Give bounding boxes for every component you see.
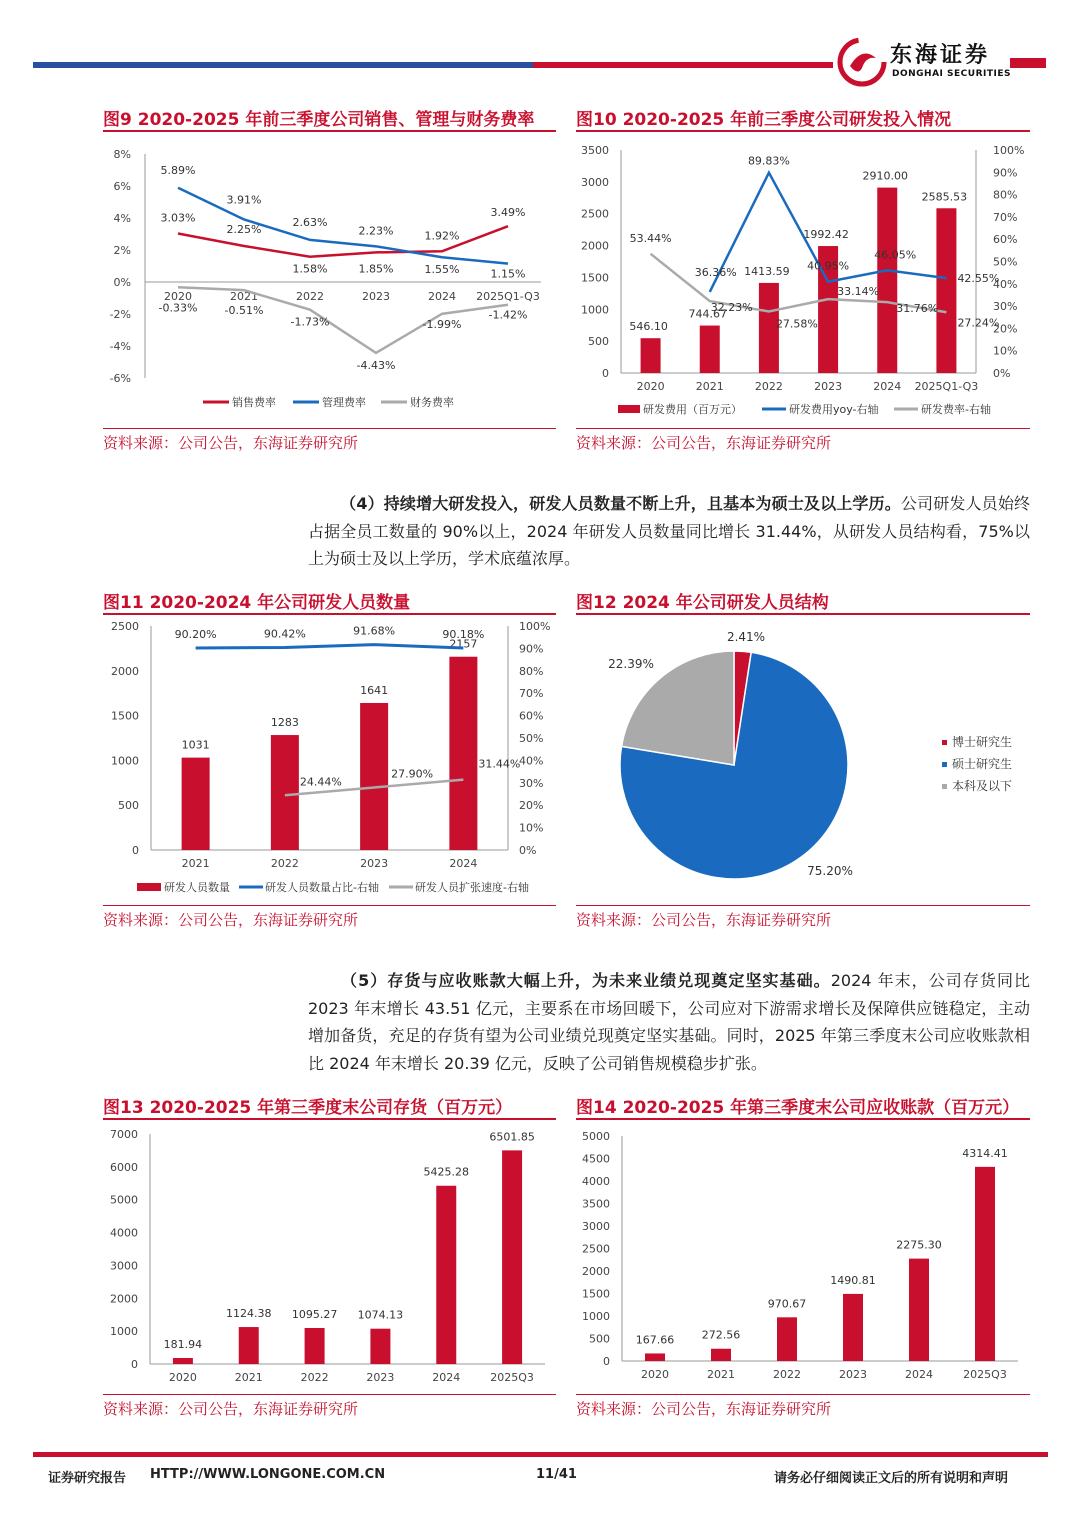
- fig10-yoy-label: 46.05%: [874, 248, 917, 262]
- fig14-chart: [576, 1124, 1030, 1390]
- fig9-data-label: -0.33%: [158, 301, 198, 315]
- fig13-x-tick: 2021: [234, 1371, 263, 1384]
- fig14-bar-label: 272.56: [701, 1328, 741, 1342]
- fig11-y-tick: 500: [118, 799, 139, 813]
- fig10-y2-tick: 0%: [993, 367, 1011, 380]
- fig10-y2-tick: 60%: [993, 233, 1018, 247]
- fig10-bar-label: 2910.00: [862, 169, 908, 183]
- fig12-legend-label: 博士研究生: [952, 735, 1013, 749]
- fig13-bar: [305, 1328, 325, 1364]
- fig13-x-tick: 2022: [300, 1371, 329, 1384]
- fig11-legend-label: 研发人员数量占比-右轴: [265, 881, 379, 894]
- fig9-data-label: 5.89%: [160, 163, 196, 177]
- fig10-bar-label: 1413.59: [744, 264, 790, 278]
- fig14-y-tick: 2000: [582, 1265, 610, 1278]
- fig11-growth-label: 24.44%: [299, 775, 342, 789]
- fig10-y-tick: 3500: [581, 144, 609, 157]
- fig14-x-tick: 2022: [773, 1368, 801, 1381]
- fig14-bar: [909, 1259, 929, 1361]
- fig10-y-tick: 1500: [581, 271, 609, 285]
- fig9-y-tick: 8%: [113, 148, 131, 161]
- fig11-bar: [360, 703, 388, 850]
- fig13-chart: [103, 1124, 556, 1390]
- fig10-rate-label: 27.58%: [775, 317, 818, 331]
- fig14-x-tick: 2025Q3: [963, 1368, 1007, 1381]
- fig10-y2-tick: 20%: [993, 322, 1018, 336]
- fig14-bar: [777, 1317, 797, 1361]
- fig13-bar: [239, 1327, 259, 1364]
- fig11-bar-label: 1641: [360, 683, 389, 697]
- fig10-bar-label: 1992.42: [803, 228, 849, 242]
- fig10-yoy-label: 42.55%: [957, 272, 1000, 286]
- fig9-x-tick: 2022: [296, 290, 324, 303]
- fig14-y-tick: 500: [589, 1332, 610, 1346]
- footer-page-number: 11/41: [536, 1467, 577, 1482]
- fig10-legend-label: 研发费率-右轴: [921, 403, 991, 416]
- fig9-data-label: -1.99%: [422, 317, 462, 331]
- paragraph-5-heading: （5）存货与应收账款大幅上升，为未来业绩兑现奠定坚实基础。: [340, 971, 831, 990]
- fig11-bar: [182, 758, 210, 850]
- fig10-legend-swatch: [618, 405, 640, 413]
- fig13-bar-label: 6501.85: [489, 1130, 535, 1144]
- fig11-x-tick: 2024: [449, 857, 478, 870]
- fig10-x-tick: 2025Q1-Q3: [914, 380, 979, 393]
- fig11-title: 图11 2020-2024 年公司研发人员数量: [103, 593, 411, 613]
- fig14-source: 资料来源：公司公告，东海证券研究所: [576, 1400, 832, 1418]
- fig13-y-tick: 5000: [110, 1193, 138, 1207]
- fig10-y2-tick: 90%: [993, 166, 1018, 180]
- fig11-source-rule: [103, 905, 556, 906]
- fig11-title-rule: [103, 613, 556, 615]
- fig10-x-tick: 2022: [754, 380, 783, 393]
- fig14-y-tick: 3000: [582, 1220, 610, 1233]
- fig9-data-label: 1.85%: [358, 262, 394, 276]
- fig11-bar-label: 1283: [270, 716, 299, 730]
- fig10-rate-label: 27.24%: [957, 316, 1000, 330]
- fig11-y2-tick: 100%: [519, 620, 551, 633]
- fig9-x-tick: 2025Q1-Q3: [476, 290, 540, 303]
- fig9-legend-label: 销售费率: [232, 396, 276, 409]
- fig9-source-rule: [103, 428, 556, 429]
- fig10-y2-tick: 10%: [993, 344, 1018, 358]
- fig10-y-tick: 3000: [581, 175, 609, 189]
- paragraph-5: [308, 967, 1030, 1077]
- fig10-y2-tick: 100%: [993, 144, 1025, 157]
- fig14-x-tick: 2020: [641, 1368, 669, 1381]
- fig9-data-label: 1.55%: [424, 263, 460, 277]
- fig13-title-rule: [103, 1118, 556, 1120]
- header-bar-red: [533, 62, 833, 68]
- footer-bar: [33, 1452, 1048, 1457]
- fig13-y-tick: 0: [131, 1358, 138, 1371]
- fig10-legend-label: 研发费用（百万元）: [643, 403, 742, 416]
- fig13-x-tick: 2025Q3: [490, 1371, 534, 1384]
- fig14-y-tick: 4000: [582, 1175, 610, 1188]
- fig11-y2-tick: 70%: [519, 687, 544, 701]
- fig11-y2-tick: 40%: [519, 754, 544, 768]
- fig13-bar-label: 1124.38: [226, 1307, 272, 1321]
- fig14-x-tick: 2024: [905, 1368, 933, 1381]
- fig14-bar: [711, 1349, 731, 1361]
- fig14-y-tick: 2500: [582, 1242, 610, 1256]
- fig13-bar-label: 1074.13: [357, 1308, 404, 1322]
- fig9-y-tick: -6%: [109, 372, 131, 385]
- fig9-legend-label: 财务费率: [410, 396, 454, 409]
- fig13-bar-label: 1095.27: [291, 1308, 338, 1322]
- fig10-bar: [700, 326, 720, 373]
- fig11-y-tick: 1500: [111, 709, 139, 723]
- fig14-y-tick: 1000: [582, 1310, 610, 1323]
- fig11-legend-label: 研发人员扩张速度-右轴: [415, 881, 529, 894]
- fig10-title-rule: [576, 130, 1030, 132]
- fig13-bar-label: 5425.28: [423, 1165, 469, 1179]
- fig9-y-tick: 4%: [113, 212, 131, 225]
- fig12-legend-label: 硕士研究生: [952, 757, 1013, 771]
- fig10-bar: [936, 208, 956, 373]
- fig12-slice-label: 2.41%: [726, 630, 766, 644]
- header-bar-blue: [33, 62, 533, 68]
- fig11-y-tick: 2000: [111, 664, 139, 678]
- fig11-y2-tick: 10%: [519, 821, 544, 835]
- fig10-y2-tick: 30%: [993, 300, 1018, 314]
- fig10-title: 图10 2020-2025 年前三季度公司研发投入情况: [576, 110, 952, 130]
- fig9-y-tick: -2%: [109, 308, 131, 321]
- fig11-bar-label: 1031: [181, 738, 210, 752]
- fig11-y2-tick: 30%: [519, 776, 544, 790]
- fig9-data-label: 3.49%: [490, 206, 526, 220]
- fig10-bar-label: 2585.53: [921, 190, 968, 204]
- fig12-legend-swatch: [942, 784, 947, 789]
- fig10-y2-tick: 40%: [993, 277, 1018, 291]
- paragraph-4: [308, 490, 1030, 573]
- fig11-chart: [103, 618, 556, 900]
- fig11-y2-tick: 60%: [519, 709, 544, 723]
- fig13-y-tick: 6000: [110, 1160, 138, 1174]
- fig14-bar-label: 1490.81: [830, 1273, 876, 1287]
- fig10-bar-label: 546.10: [629, 320, 668, 334]
- fig13-source-rule: [103, 1394, 556, 1395]
- fig13-bar: [502, 1150, 522, 1364]
- fig11-legend-label: 研发人员数量: [164, 881, 230, 894]
- fig10-source-rule: [576, 428, 1030, 429]
- fig14-bar: [843, 1294, 863, 1361]
- fig13-title: 图13 2020-2025 年第三季度末公司存货（百万元）: [103, 1098, 513, 1118]
- fig10-y2-tick: 80%: [993, 188, 1018, 202]
- fig14-title: 图14 2020-2025 年第三季度末公司应收账款（百万元）: [576, 1098, 1020, 1118]
- fig13-y-tick: 7000: [110, 1128, 138, 1141]
- fig11-legend-swatch: [137, 883, 161, 891]
- fig12-slice-label: 22.39%: [608, 657, 654, 671]
- fig10-chart: [576, 140, 1030, 422]
- fig11-y2-tick: 20%: [519, 799, 544, 813]
- fig10-bar: [877, 188, 897, 373]
- dragon-logo-icon: [836, 36, 888, 88]
- fig12-slice-label: 75.20%: [807, 864, 853, 878]
- fig14-bar-label: 167.66: [635, 1333, 675, 1347]
- fig10-x-tick: 2020: [636, 380, 665, 393]
- fig10-bar: [641, 338, 661, 373]
- fig14-bar-label: 2275.30: [896, 1238, 942, 1252]
- fig10-y-tick: 2500: [581, 207, 609, 221]
- fig13-y-tick: 1000: [110, 1325, 138, 1339]
- fig13-bar-label: 181.94: [163, 1338, 203, 1352]
- fig11-x-tick: 2023: [360, 857, 389, 870]
- fig11-y2-tick: 0%: [519, 844, 537, 857]
- fig10-x-tick: 2024: [873, 380, 902, 393]
- fig14-title-rule: [576, 1118, 1030, 1120]
- footer-report-type: 证券研究报告: [48, 1471, 127, 1486]
- fig13-y-tick: 4000: [110, 1226, 138, 1240]
- fig13-x-tick: 2020: [168, 1371, 197, 1384]
- fig9-x-tick: 2020: [164, 290, 192, 303]
- fig11-share-label: 90.42%: [263, 627, 306, 641]
- fig9-y-tick: -4%: [109, 340, 131, 353]
- fig11-x-tick: 2021: [181, 857, 210, 870]
- fig11-bar: [449, 657, 477, 850]
- fig10-rate-label: 32.23%: [710, 301, 753, 315]
- donghai-logo: [836, 36, 1012, 88]
- logo-text-cn: 东海证券: [890, 43, 991, 68]
- fig9-data-label: 3.91%: [226, 193, 262, 207]
- fig10-rate-label: 31.76%: [896, 302, 939, 316]
- paragraph-4-body: 公司研发人员始终占据全员工数量的 90%以上，2024 年研发人员数量同比增长 31.44%，从研发人员结构看，75%以上为硕士及以上学历，学术底蕴浓厚。: [308, 494, 1030, 568]
- fig11-x-tick: 2022: [270, 857, 299, 870]
- fig12-legend-swatch: [942, 740, 947, 745]
- fig9-data-label: 2.63%: [292, 215, 328, 229]
- fig9-chart: [103, 140, 556, 422]
- logo-text-en: DONGHAI SECURITIES: [892, 69, 1011, 79]
- fig9-data-label: 1.92%: [424, 229, 460, 243]
- fig14-y-tick: 4500: [582, 1152, 610, 1166]
- fig10-x-tick: 2023: [814, 380, 843, 393]
- fig14-source-rule: [576, 1394, 1030, 1395]
- fig13-bar: [370, 1329, 390, 1364]
- paragraph-4-heading: （4）持续增大研发投入，研发人员数量不断上升，且基本为硕士及以上学历。: [340, 494, 901, 513]
- fig9-data-label: -4.43%: [356, 358, 396, 372]
- fig9-x-tick: 2021: [230, 290, 258, 303]
- fig10-y-tick: 2000: [581, 239, 609, 253]
- fig9-data-label: 1.58%: [292, 262, 328, 276]
- fig11-bar: [271, 735, 299, 850]
- fig10-bar-label: 744.67: [688, 307, 727, 321]
- fig10-yoy-label: 40.95%: [807, 259, 850, 273]
- fig14-y-tick: 0: [603, 1355, 610, 1368]
- paragraph-5-body: 2024 年末，公司存货同比 2023 年末增长 43.51 亿元，主要系在市场回暖下，公司应对下游需求增长及保障供应链稳定，主动增加备货，充足的存货有望为公司业绩兑现奠定坚实基础。同时，2025 年第三季度末公司应收账款相比 2024 年末增长 20.39 亿元，反映了公司销售规模稳步扩张。: [308, 971, 1030, 1073]
- fig14-y-tick: 1500: [582, 1287, 610, 1301]
- fig9-data-label: 2.25%: [226, 223, 262, 236]
- fig10-yoy-label: 36.36%: [694, 265, 737, 279]
- fig14-bar: [975, 1167, 995, 1361]
- fig9-legend-label: 管理费率: [322, 396, 366, 409]
- fig13-y-tick: 3000: [110, 1259, 138, 1273]
- fig11-y2-tick: 80%: [519, 664, 544, 678]
- fig12-chart: [576, 618, 1030, 900]
- fig14-x-tick: 2023: [839, 1368, 867, 1381]
- fig13-x-tick: 2024: [432, 1371, 461, 1384]
- fig13-source: 资料来源：公司公告，东海证券研究所: [103, 1400, 359, 1418]
- fig10-y2-tick: 50%: [993, 255, 1018, 269]
- fig9-y-tick: 2%: [113, 244, 131, 257]
- fig14-bar-label: 4314.41: [962, 1146, 1008, 1160]
- fig14-x-tick: 2021: [707, 1368, 735, 1381]
- fig10-rate-label: 33.14%: [837, 285, 880, 299]
- fig14-y-tick: 5000: [582, 1130, 610, 1143]
- fig10-y-tick: 0: [602, 367, 609, 380]
- fig9-data-label: -1.42%: [488, 308, 528, 322]
- fig12-source: 资料来源：公司公告，东海证券研究所: [576, 911, 832, 929]
- fig14-bar: [645, 1353, 665, 1361]
- fig9-title-rule: [103, 130, 556, 132]
- header-bar-red-right: [1010, 58, 1046, 68]
- fig10-legend-label: 研发费用yoy-右轴: [789, 403, 879, 416]
- fig11-share-label: 90.20%: [174, 627, 217, 641]
- fig11-bar-label: 2157: [449, 637, 478, 651]
- fig11-y2-tick: 90%: [519, 642, 544, 656]
- fig9-title: 图9 2020-2025 年前三季度公司销售、管理与财务费率: [103, 110, 535, 130]
- fig9-source: 资料来源：公司公告，东海证券研究所: [103, 434, 359, 452]
- footer-disclaimer: 请务必仔细阅读正文后的所有说明和声明: [774, 1471, 1009, 1486]
- fig11-source: 资料来源：公司公告，东海证券研究所: [103, 911, 359, 929]
- fig11-share-label: 90.18%: [442, 627, 485, 641]
- fig9-data-label: 2.23%: [358, 224, 394, 238]
- footer-url[interactable]: HTTP://WWW.LONGONE.COM.CN: [150, 1467, 386, 1482]
- fig10-y2-tick: 70%: [993, 210, 1018, 224]
- fig12-legend-label: 本科及以下: [952, 779, 1013, 793]
- fig11-growth-label: 31.44%: [478, 757, 521, 771]
- fig10-y-tick: 1000: [581, 303, 609, 317]
- fig13-bar: [173, 1358, 193, 1364]
- fig12-source-rule: [576, 905, 1030, 906]
- fig11-growth-label: 27.90%: [391, 767, 434, 781]
- fig9-x-tick: 2023: [362, 290, 390, 303]
- fig10-x-tick: 2021: [695, 380, 724, 393]
- fig13-bar: [436, 1186, 456, 1364]
- fig11-y-tick: 2500: [111, 620, 139, 633]
- fig12-title: 图12 2024 年公司研发人员结构: [576, 593, 829, 613]
- fig9-data-label: 1.15%: [490, 267, 526, 281]
- fig11-y-tick: 1000: [111, 754, 139, 768]
- fig10-y-tick: 500: [588, 335, 609, 349]
- fig10-source: 资料来源：公司公告，东海证券研究所: [576, 434, 832, 452]
- fig11-share-label: 91.68%: [353, 624, 396, 638]
- fig12-legend-swatch: [942, 762, 947, 767]
- fig14-bar-label: 970.67: [767, 1297, 807, 1311]
- fig9-y-tick: 6%: [113, 180, 131, 193]
- fig14-y-tick: 3500: [582, 1197, 610, 1211]
- fig9-data-label: -0.51%: [224, 304, 264, 318]
- fig9-y-tick: 0%: [113, 276, 131, 289]
- fig12-title-rule: [576, 613, 1030, 615]
- fig11-y-tick: 0: [132, 844, 139, 857]
- fig10-rate-label: 53.44%: [629, 231, 672, 245]
- fig9-data-label: -1.73%: [290, 315, 330, 329]
- fig11-share-line: [196, 645, 464, 648]
- fig11-y2-tick: 50%: [519, 732, 544, 745]
- fig9-data-label: 3.03%: [160, 211, 196, 225]
- fig13-y-tick: 2000: [110, 1292, 138, 1306]
- fig9-x-tick: 2024: [428, 290, 456, 303]
- fig13-x-tick: 2023: [366, 1371, 395, 1384]
- fig10-yoy-label: 89.83%: [747, 154, 790, 168]
